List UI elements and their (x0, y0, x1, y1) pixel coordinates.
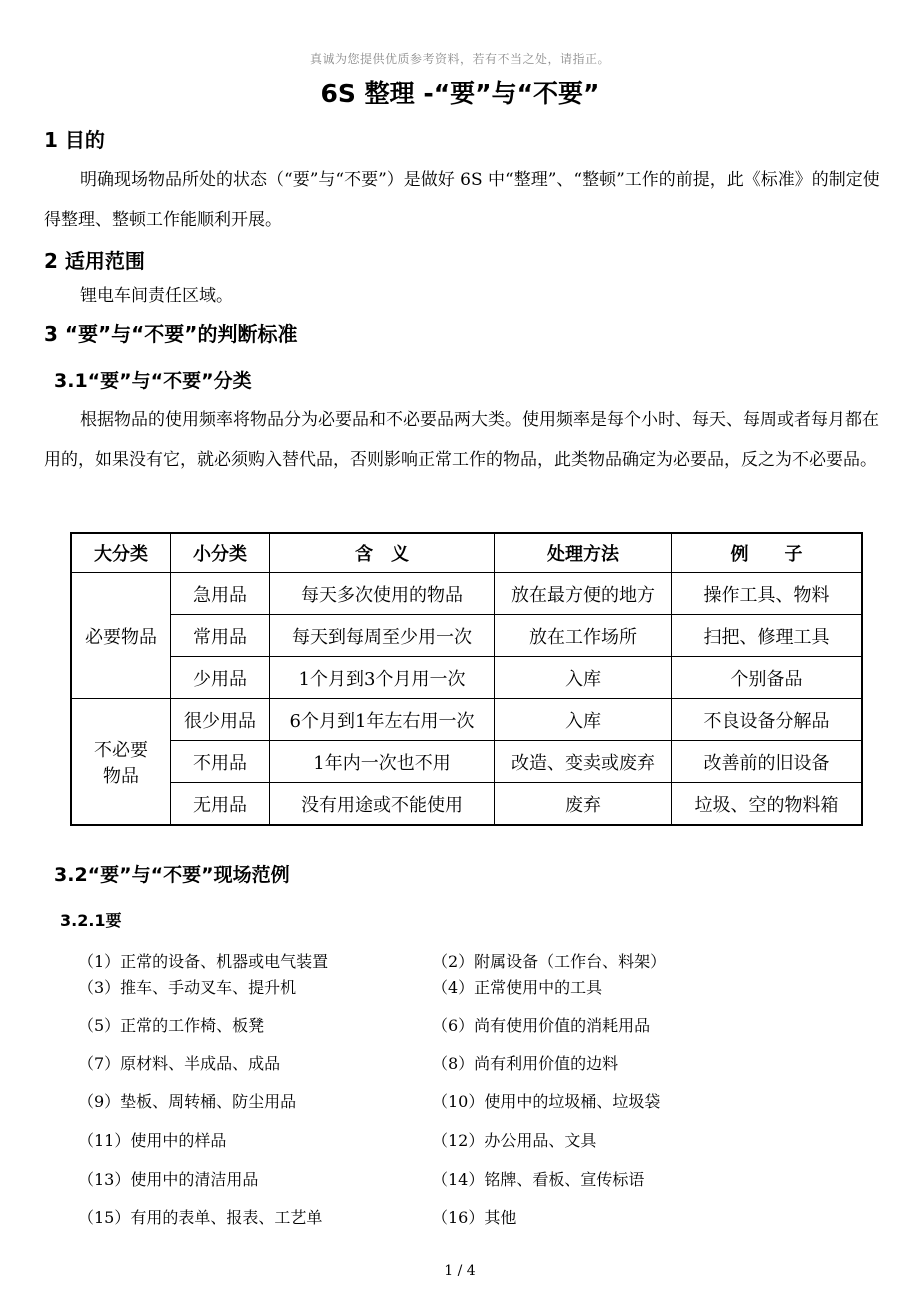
section-1-text: 明确现场物品所处的状态（“要”与“不要”）是做好 6S 中“整理”、“整顿”工作的前提，此《标准》的制定使得整理、整顿工作能顺利开展。 (44, 170, 880, 230)
table-cell: 个别备品 (672, 657, 863, 699)
table-row (71, 783, 862, 826)
table-row (71, 699, 862, 741)
list-item: （11）使用中的样品 (78, 1131, 227, 1150)
watermark-text: 真诚为您提供优质参考资料，若有不当之处，请指正。 (309, 52, 610, 66)
list-item: （7）原材料、半成品、成品 (78, 1054, 281, 1073)
table-cell: 入库 (495, 699, 672, 741)
list-item: （13）使用中的清洁用品 (78, 1170, 259, 1189)
table-cell: 改造、变卖或废弃 (495, 741, 672, 783)
category-cell: 必要物品 (71, 573, 171, 699)
section-3-2-1-heading: 3.2.1要 (60, 911, 122, 930)
section-3-heading: 3 “要”与“不要”的判断标准 (44, 322, 298, 346)
list-item: （12）办公用品、文具 (432, 1131, 597, 1150)
table-cell: 废弃 (495, 783, 672, 826)
page-number: 1 / 4 (444, 1263, 476, 1279)
table-cell: 放在最方便的地方 (495, 573, 672, 615)
list-item: （8）尚有利用价值的边料 (432, 1054, 619, 1073)
table-header-cell: 例 子 (672, 533, 863, 573)
table-row (71, 615, 862, 657)
table-cell: 改善前的旧设备 (672, 741, 863, 783)
table-cell: 急用品 (171, 573, 270, 615)
table-header-cell: 小分类 (171, 533, 270, 573)
table-cell: 不用品 (171, 741, 270, 783)
list-item: （1）正常的设备、机器或电气装置 (78, 952, 329, 971)
list-item: （16）其他 (432, 1208, 517, 1227)
list-item: （15）有用的表单、报表、工艺单 (78, 1208, 323, 1227)
table-row (71, 741, 862, 783)
section-2-heading: 2 适用范围 (44, 249, 145, 273)
section-2-text: 锂电车间责任区域。 (80, 286, 233, 306)
list-item: （6）尚有使用价值的消耗用品 (432, 1016, 651, 1035)
table-cell: 每天多次使用的物品 (270, 573, 495, 615)
table-cell: 不良设备分解品 (672, 699, 863, 741)
table-cell: 常用品 (171, 615, 270, 657)
table-cell: 操作工具、物料 (672, 573, 863, 615)
table-row (71, 657, 862, 699)
table-header-cell: 含 义 (270, 533, 495, 573)
table-cell: 扫把、修理工具 (672, 615, 863, 657)
table-header-cell: 大分类 (71, 533, 171, 573)
classification-table (70, 532, 863, 826)
table-cell: 少用品 (171, 657, 270, 699)
section-3-2-heading: 3.2“要”与“不要”现场范例 (54, 864, 290, 886)
page-title: 6S 整理 -“要”与“不要” (320, 79, 600, 108)
table-header-row (71, 533, 862, 573)
section-3-1-heading: 3.1“要”与“不要”分类 (54, 370, 252, 392)
list-item: （2）附属设备（工作台、料架） (432, 952, 667, 971)
table-header-cell: 处理方法 (495, 533, 672, 573)
table-cell: 垃圾、空的物料箱 (672, 783, 863, 826)
list-item: （5）正常的工作椅、板凳 (78, 1016, 265, 1035)
table-cell: 放在工作场所 (495, 615, 672, 657)
category-cell: 不必要物品 (71, 699, 171, 826)
table-cell: 1年内一次也不用 (270, 741, 495, 783)
table-cell: 无用品 (171, 783, 270, 826)
list-item: （9）垫板、周转桶、防尘用品 (78, 1092, 297, 1111)
list-item: （3）推车、手动叉车、提升机 (78, 978, 297, 997)
table-row (71, 573, 862, 615)
list-item: （4）正常使用中的工具 (432, 978, 603, 997)
table-cell: 每天到每周至少用一次 (270, 615, 495, 657)
table-cell: 1个月到3个月用一次 (270, 657, 495, 699)
list-item: （10）使用中的垃圾桶、垃圾袋 (432, 1092, 661, 1111)
table-cell: 很少用品 (171, 699, 270, 741)
table-cell: 6个月到1年左右用一次 (270, 699, 495, 741)
table-cell: 入库 (495, 657, 672, 699)
section-1-heading: 1 目的 (44, 128, 105, 152)
table-cell: 没有用途或不能使用 (270, 783, 495, 826)
section-3-1-text: 根据物品的使用频率将物品分为必要品和不必要品两大类。使用频率是每个小时、每天、每周或者每月都在用的，如果没有它，就必须购入替代品，否则影响正常工作的物品，此类物品确定为必要品，反之为不必要品。 (44, 410, 879, 470)
list-item: （14）铭牌、看板、宣传标语 (432, 1170, 645, 1189)
